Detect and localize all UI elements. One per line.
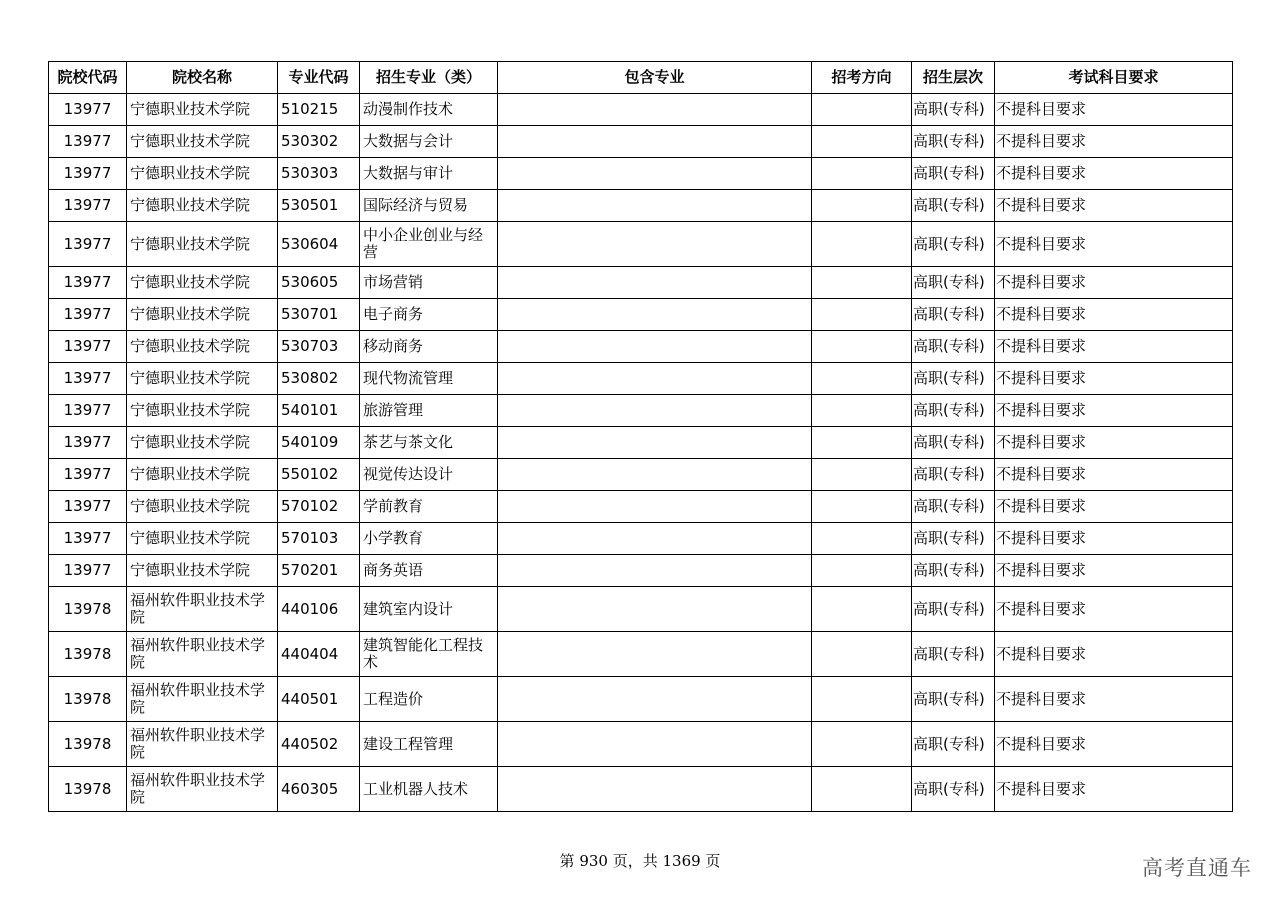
cell-school-code: 13978 bbox=[49, 677, 127, 722]
cell-major-code: 440502 bbox=[278, 722, 360, 767]
cell-major-code: 570201 bbox=[278, 555, 360, 587]
cell-included-majors bbox=[498, 767, 812, 812]
cell-direction bbox=[812, 587, 912, 632]
header-included-majors: 包含专业 bbox=[498, 62, 812, 94]
table-row bbox=[49, 587, 1233, 632]
cell-school-code: 13977 bbox=[49, 190, 127, 222]
cell-major-code: 440501 bbox=[278, 677, 360, 722]
cell-included-majors bbox=[498, 222, 812, 267]
cell-school-code: 13977 bbox=[49, 94, 127, 126]
cell-major: 大数据与审计 bbox=[360, 158, 498, 190]
cell-major-code: 530701 bbox=[278, 299, 360, 331]
cell-included-majors bbox=[498, 190, 812, 222]
cell-school-code: 13977 bbox=[49, 491, 127, 523]
cell-major-code: 530802 bbox=[278, 363, 360, 395]
header-school-name: 院校名称 bbox=[127, 62, 278, 94]
table-header-row bbox=[49, 62, 1233, 94]
cell-included-majors bbox=[498, 126, 812, 158]
cell-requirement: 不提科目要求 bbox=[995, 94, 1233, 126]
table-row bbox=[49, 767, 1233, 812]
cell-school-name: 宁德职业技术学院 bbox=[127, 94, 278, 126]
cell-direction bbox=[812, 222, 912, 267]
cell-included-majors bbox=[498, 363, 812, 395]
watermark: 高考直通车 bbox=[1142, 856, 1252, 880]
cell-level: 高职(专科) bbox=[912, 767, 995, 812]
cell-direction bbox=[812, 126, 912, 158]
table-row bbox=[49, 158, 1233, 190]
cell-included-majors bbox=[498, 555, 812, 587]
cell-major-code: 530303 bbox=[278, 158, 360, 190]
header-school-code: 院校代码 bbox=[49, 62, 127, 94]
cell-major: 建设工程管理 bbox=[360, 722, 498, 767]
cell-school-code: 13978 bbox=[49, 767, 127, 812]
cell-direction bbox=[812, 632, 912, 677]
cell-major: 工程造价 bbox=[360, 677, 498, 722]
table-row bbox=[49, 632, 1233, 677]
cell-school-code: 13977 bbox=[49, 363, 127, 395]
cell-school-name: 宁德职业技术学院 bbox=[127, 395, 278, 427]
cell-included-majors bbox=[498, 491, 812, 523]
cell-major-code: 530605 bbox=[278, 267, 360, 299]
cell-major: 茶艺与茶文化 bbox=[360, 427, 498, 459]
cell-direction bbox=[812, 94, 912, 126]
cell-direction bbox=[812, 459, 912, 491]
cell-included-majors bbox=[498, 632, 812, 677]
cell-major: 国际经济与贸易 bbox=[360, 190, 498, 222]
cell-school-code: 13977 bbox=[49, 126, 127, 158]
cell-included-majors bbox=[498, 299, 812, 331]
cell-level: 高职(专科) bbox=[912, 632, 995, 677]
cell-included-majors bbox=[498, 587, 812, 632]
cell-included-majors bbox=[498, 523, 812, 555]
cell-school-name: 宁德职业技术学院 bbox=[127, 459, 278, 491]
cell-level: 高职(专科) bbox=[912, 555, 995, 587]
cell-school-name: 宁德职业技术学院 bbox=[127, 299, 278, 331]
table-row bbox=[49, 427, 1233, 459]
cell-major: 旅游管理 bbox=[360, 395, 498, 427]
cell-included-majors bbox=[498, 459, 812, 491]
cell-direction bbox=[812, 395, 912, 427]
cell-major-code: 530501 bbox=[278, 190, 360, 222]
cell-level: 高职(专科) bbox=[912, 158, 995, 190]
cell-requirement: 不提科目要求 bbox=[995, 523, 1233, 555]
cell-major: 建筑智能化工程技术 bbox=[360, 632, 498, 677]
cell-major: 中小企业创业与经营 bbox=[360, 222, 498, 267]
cell-school-name: 宁德职业技术学院 bbox=[127, 363, 278, 395]
table-row bbox=[49, 267, 1233, 299]
table-row bbox=[49, 190, 1233, 222]
cell-major-code: 530604 bbox=[278, 222, 360, 267]
cell-major-code: 440404 bbox=[278, 632, 360, 677]
cell-requirement: 不提科目要求 bbox=[995, 555, 1233, 587]
header-requirement: 考试科目要求 bbox=[995, 62, 1233, 94]
cell-included-majors bbox=[498, 722, 812, 767]
cell-school-code: 13977 bbox=[49, 222, 127, 267]
cell-major: 电子商务 bbox=[360, 299, 498, 331]
page-number: 第 930 页，共 1369 页 bbox=[559, 852, 721, 870]
cell-major: 建筑室内设计 bbox=[360, 587, 498, 632]
cell-level: 高职(专科) bbox=[912, 94, 995, 126]
cell-major-code: 510215 bbox=[278, 94, 360, 126]
cell-school-code: 13977 bbox=[49, 459, 127, 491]
cell-level: 高职(专科) bbox=[912, 587, 995, 632]
cell-included-majors bbox=[498, 94, 812, 126]
cell-major-code: 550102 bbox=[278, 459, 360, 491]
cell-major-code: 440106 bbox=[278, 587, 360, 632]
cell-direction bbox=[812, 190, 912, 222]
cell-school-code: 13977 bbox=[49, 555, 127, 587]
cell-direction bbox=[812, 331, 912, 363]
cell-requirement: 不提科目要求 bbox=[995, 331, 1233, 363]
cell-school-name: 福州软件职业技术学院 bbox=[127, 587, 278, 632]
cell-requirement: 不提科目要求 bbox=[995, 126, 1233, 158]
cell-major-code: 460305 bbox=[278, 767, 360, 812]
header-direction: 招考方向 bbox=[812, 62, 912, 94]
cell-direction bbox=[812, 722, 912, 767]
cell-school-name: 宁德职业技术学院 bbox=[127, 427, 278, 459]
cell-level: 高职(专科) bbox=[912, 395, 995, 427]
table-row bbox=[49, 459, 1233, 491]
cell-school-code: 13977 bbox=[49, 427, 127, 459]
cell-school-code: 13978 bbox=[49, 722, 127, 767]
table-row bbox=[49, 677, 1233, 722]
cell-school-name: 宁德职业技术学院 bbox=[127, 491, 278, 523]
cell-level: 高职(专科) bbox=[912, 722, 995, 767]
cell-level: 高职(专科) bbox=[912, 267, 995, 299]
cell-requirement: 不提科目要求 bbox=[995, 190, 1233, 222]
cell-included-majors bbox=[498, 395, 812, 427]
cell-major: 商务英语 bbox=[360, 555, 498, 587]
cell-major: 视觉传达设计 bbox=[360, 459, 498, 491]
cell-direction bbox=[812, 299, 912, 331]
cell-direction bbox=[812, 267, 912, 299]
cell-school-code: 13977 bbox=[49, 158, 127, 190]
cell-requirement: 不提科目要求 bbox=[995, 459, 1233, 491]
cell-level: 高职(专科) bbox=[912, 331, 995, 363]
cell-level: 高职(专科) bbox=[912, 677, 995, 722]
cell-requirement: 不提科目要求 bbox=[995, 722, 1233, 767]
cell-requirement: 不提科目要求 bbox=[995, 395, 1233, 427]
cell-included-majors bbox=[498, 267, 812, 299]
cell-school-code: 13977 bbox=[49, 267, 127, 299]
table-row bbox=[49, 523, 1233, 555]
cell-major: 大数据与会计 bbox=[360, 126, 498, 158]
header-major-code: 专业代码 bbox=[278, 62, 360, 94]
cell-direction bbox=[812, 555, 912, 587]
cell-school-name: 福州软件职业技术学院 bbox=[127, 632, 278, 677]
cell-school-name: 宁德职业技术学院 bbox=[127, 158, 278, 190]
cell-school-name: 宁德职业技术学院 bbox=[127, 190, 278, 222]
cell-school-name: 福州软件职业技术学院 bbox=[127, 722, 278, 767]
cell-included-majors bbox=[498, 158, 812, 190]
cell-major-code: 530302 bbox=[278, 126, 360, 158]
cell-school-code: 13977 bbox=[49, 299, 127, 331]
cell-major-code: 570103 bbox=[278, 523, 360, 555]
cell-school-code: 13977 bbox=[49, 395, 127, 427]
cell-direction bbox=[812, 677, 912, 722]
table-row bbox=[49, 94, 1233, 126]
cell-major: 移动商务 bbox=[360, 331, 498, 363]
cell-direction bbox=[812, 767, 912, 812]
cell-level: 高职(专科) bbox=[912, 190, 995, 222]
cell-school-code: 13978 bbox=[49, 587, 127, 632]
cell-major: 动漫制作技术 bbox=[360, 94, 498, 126]
cell-requirement: 不提科目要求 bbox=[995, 222, 1233, 267]
cell-included-majors bbox=[498, 677, 812, 722]
cell-requirement: 不提科目要求 bbox=[995, 767, 1233, 812]
cell-level: 高职(专科) bbox=[912, 222, 995, 267]
cell-school-code: 13978 bbox=[49, 632, 127, 677]
table-row bbox=[49, 299, 1233, 331]
cell-major: 工业机器人技术 bbox=[360, 767, 498, 812]
cell-major: 现代物流管理 bbox=[360, 363, 498, 395]
cell-level: 高职(专科) bbox=[912, 299, 995, 331]
table-row bbox=[49, 491, 1233, 523]
table-row bbox=[49, 395, 1233, 427]
cell-school-name: 宁德职业技术学院 bbox=[127, 331, 278, 363]
cell-requirement: 不提科目要求 bbox=[995, 427, 1233, 459]
cell-included-majors bbox=[498, 331, 812, 363]
cell-major-code: 540101 bbox=[278, 395, 360, 427]
table-row bbox=[49, 126, 1233, 158]
cell-direction bbox=[812, 363, 912, 395]
admissions-table bbox=[48, 61, 1233, 812]
cell-requirement: 不提科目要求 bbox=[995, 587, 1233, 632]
table-row bbox=[49, 222, 1233, 267]
table-row bbox=[49, 555, 1233, 587]
table-row bbox=[49, 363, 1233, 395]
cell-level: 高职(专科) bbox=[912, 126, 995, 158]
table-row bbox=[49, 331, 1233, 363]
table-body bbox=[49, 94, 1233, 812]
cell-school-name: 宁德职业技术学院 bbox=[127, 523, 278, 555]
cell-school-name: 宁德职业技术学院 bbox=[127, 267, 278, 299]
cell-included-majors bbox=[498, 427, 812, 459]
cell-direction bbox=[812, 523, 912, 555]
header-major: 招生专业（类） bbox=[360, 62, 498, 94]
cell-direction bbox=[812, 158, 912, 190]
cell-requirement: 不提科目要求 bbox=[995, 491, 1233, 523]
cell-requirement: 不提科目要求 bbox=[995, 677, 1233, 722]
cell-level: 高职(专科) bbox=[912, 459, 995, 491]
cell-level: 高职(专科) bbox=[912, 491, 995, 523]
cell-direction bbox=[812, 491, 912, 523]
cell-major: 学前教育 bbox=[360, 491, 498, 523]
cell-school-name: 福州软件职业技术学院 bbox=[127, 677, 278, 722]
cell-level: 高职(专科) bbox=[912, 363, 995, 395]
cell-major: 小学教育 bbox=[360, 523, 498, 555]
cell-school-name: 福州软件职业技术学院 bbox=[127, 767, 278, 812]
cell-school-name: 宁德职业技术学院 bbox=[127, 555, 278, 587]
cell-major-code: 540109 bbox=[278, 427, 360, 459]
cell-level: 高职(专科) bbox=[912, 427, 995, 459]
cell-major-code: 570102 bbox=[278, 491, 360, 523]
cell-requirement: 不提科目要求 bbox=[995, 363, 1233, 395]
cell-school-code: 13977 bbox=[49, 331, 127, 363]
cell-requirement: 不提科目要求 bbox=[995, 158, 1233, 190]
cell-requirement: 不提科目要求 bbox=[995, 632, 1233, 677]
cell-requirement: 不提科目要求 bbox=[995, 267, 1233, 299]
cell-major: 市场营销 bbox=[360, 267, 498, 299]
cell-direction bbox=[812, 427, 912, 459]
cell-level: 高职(专科) bbox=[912, 523, 995, 555]
cell-school-name: 宁德职业技术学院 bbox=[127, 126, 278, 158]
cell-school-code: 13977 bbox=[49, 523, 127, 555]
cell-school-name: 宁德职业技术学院 bbox=[127, 222, 278, 267]
cell-major-code: 530703 bbox=[278, 331, 360, 363]
table-row bbox=[49, 722, 1233, 767]
cell-requirement: 不提科目要求 bbox=[995, 299, 1233, 331]
header-level: 招生层次 bbox=[912, 62, 995, 94]
